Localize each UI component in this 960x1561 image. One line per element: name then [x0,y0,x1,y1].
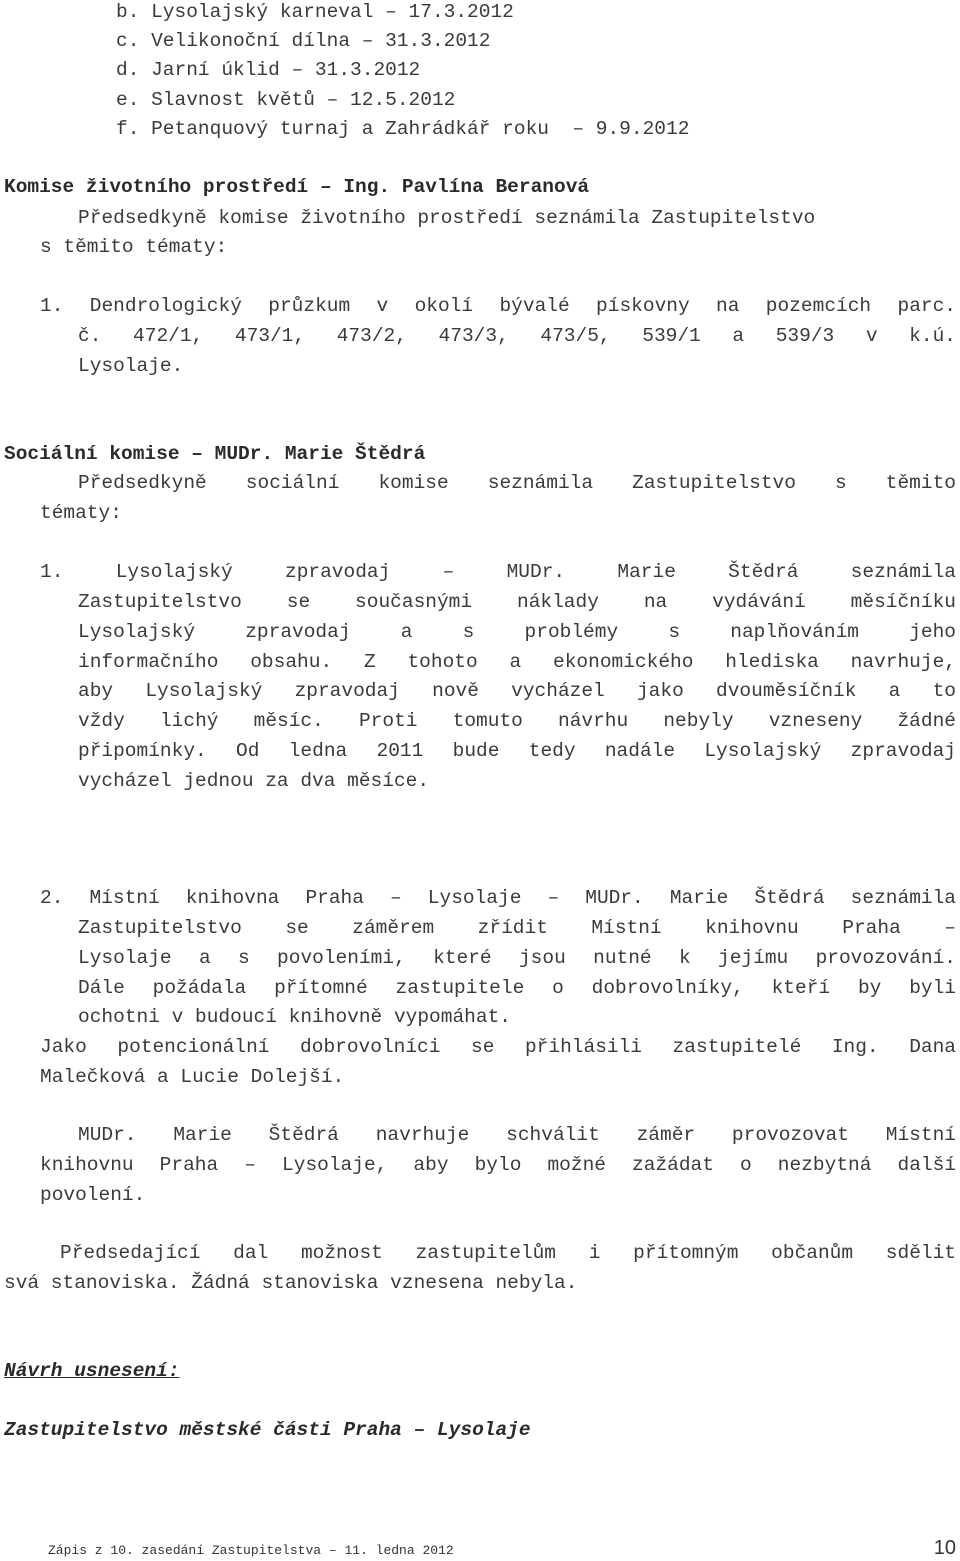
resolution-body: Zastupitelstvo městské části Praha – Lysolaje [4,1419,531,1441]
social-item-2-line: ochotni v budoucí knihovně vypomáhat. [78,1006,511,1029]
proposal-line: povolení. [40,1183,146,1206]
volunteers-line: Jako potencionální dobrovolníci se přihlásili zastupitelé Ing. Dana [40,1036,956,1058]
social-item-2-line: Lysolaje a s povoleními, které jsou nutné k jejímu provozování. [78,946,956,969]
environment-item-1-line: 1. Dendrologický průzkum v okolí bývalé pískovny na pozemcích parc. [40,295,956,317]
environment-heading: Komise životního prostředí – Ing. Pavlína Beranová [4,176,590,198]
social-heading: Sociální komise – MUDr. Marie Štědrá [4,443,426,465]
resolution-heading: Návrh usnesení: [4,1360,180,1382]
social-item-1-line: Zastupitelstvo se současnými náklady na vydávání měsíčníku [78,591,956,613]
environment-intro-cont: s těmito tématy: [40,236,228,258]
social-item-2-line: Zastupitelstvo se záměrem zřídit Místní knihovnu Praha – [78,917,956,939]
social-item-2-line: Dále požádala přítomné zastupitele o dobrovolníky, kteří by byli [78,976,956,999]
social-item-1-line: vycházel jednou za dva měsíce. [78,769,430,792]
event-item-f: f. Petanquový turnaj a Zahrádkář roku – 9.9.2012 [116,118,690,140]
social-intro-line: Předsedkyně sociální komise seznámila Zastupitelstvo s těmito [78,472,956,494]
social-item-1-line: 1. Lysolajský zpravodaj – MUDr. Marie Štědrá seznámila [40,561,956,583]
proposal-paragraph [40,1121,956,1210]
social-item-1-line: připomínky. Od ledna 2011 bude tedy nadále Lysolajský zpravodaj [78,739,956,762]
page-footer: Zápis z 10. zasedání Zastupitelstva – 11. ledna 2012 [48,1543,454,1558]
event-item-d: d. Jarní úklid – 31.3.2012 [116,59,421,81]
environment-item-1-line: Lysolaje. [78,354,184,377]
volunteers-line: Malečková a Lucie Dolejší. [40,1065,345,1088]
chair-statement-line: Předsedající dal možnost zastupitelům i přítomným občanům sdělit [60,1242,956,1264]
environment-item-1-line: č. 472/1, 473/1, 473/2, 473/3, 473/5, 539/1 a 539/3 v k.ú. [78,324,956,347]
social-item-1 [40,558,956,588]
social-item-1-line: vždy lichý měsíc. Proti tomuto návrhu nebyly vzneseny žádné [78,710,956,733]
social-item-1-line: Lysolajský zpravodaj a s problémy s naplňováním jeho [78,620,956,643]
event-item-c: c. Velikonoční dílna – 31.3.2012 [116,30,491,52]
social-item-2-body [78,914,956,1033]
social-item-2-line: 2. Místní knihovna Praha – Lysolaje – MUDr. Marie Štědrá seznámila [40,887,956,909]
social-intro [40,469,956,529]
environment-item-1 [40,292,956,381]
social-item-1-body [78,588,956,797]
chair-statement [4,1239,956,1299]
social-item-1-line: informačního obsahu. Z tohoto a ekonomického hlediska navrhuje, [78,650,956,673]
environment-intro: Předsedkyně komise životního prostředí seznámila Zastupitelstvo [78,207,816,229]
chair-statement-line: svá stanoviska. Žádná stanoviska vznesena nebyla. [4,1271,578,1294]
proposal-line: knihovnu Praha – Lysolaje, aby bylo možné zažádat o nezbytná další [40,1153,956,1176]
event-item-b: b. Lysolajský karneval – 17.3.2012 [116,1,514,23]
social-item-2 [40,884,956,914]
page-number: 10 [933,1537,956,1559]
proposal-line: MUDr. Marie Štědrá navrhuje schválit záměr provozovat Místní [78,1124,956,1146]
social-intro-line: tématy: [40,501,122,524]
event-item-e: e. Slavnost květů – 12.5.2012 [116,89,456,111]
social-item-1-line: aby Lysolajský zpravodaj nově vycházel jako dvouměsíčník a to [78,680,956,703]
volunteers-paragraph [40,1033,956,1093]
